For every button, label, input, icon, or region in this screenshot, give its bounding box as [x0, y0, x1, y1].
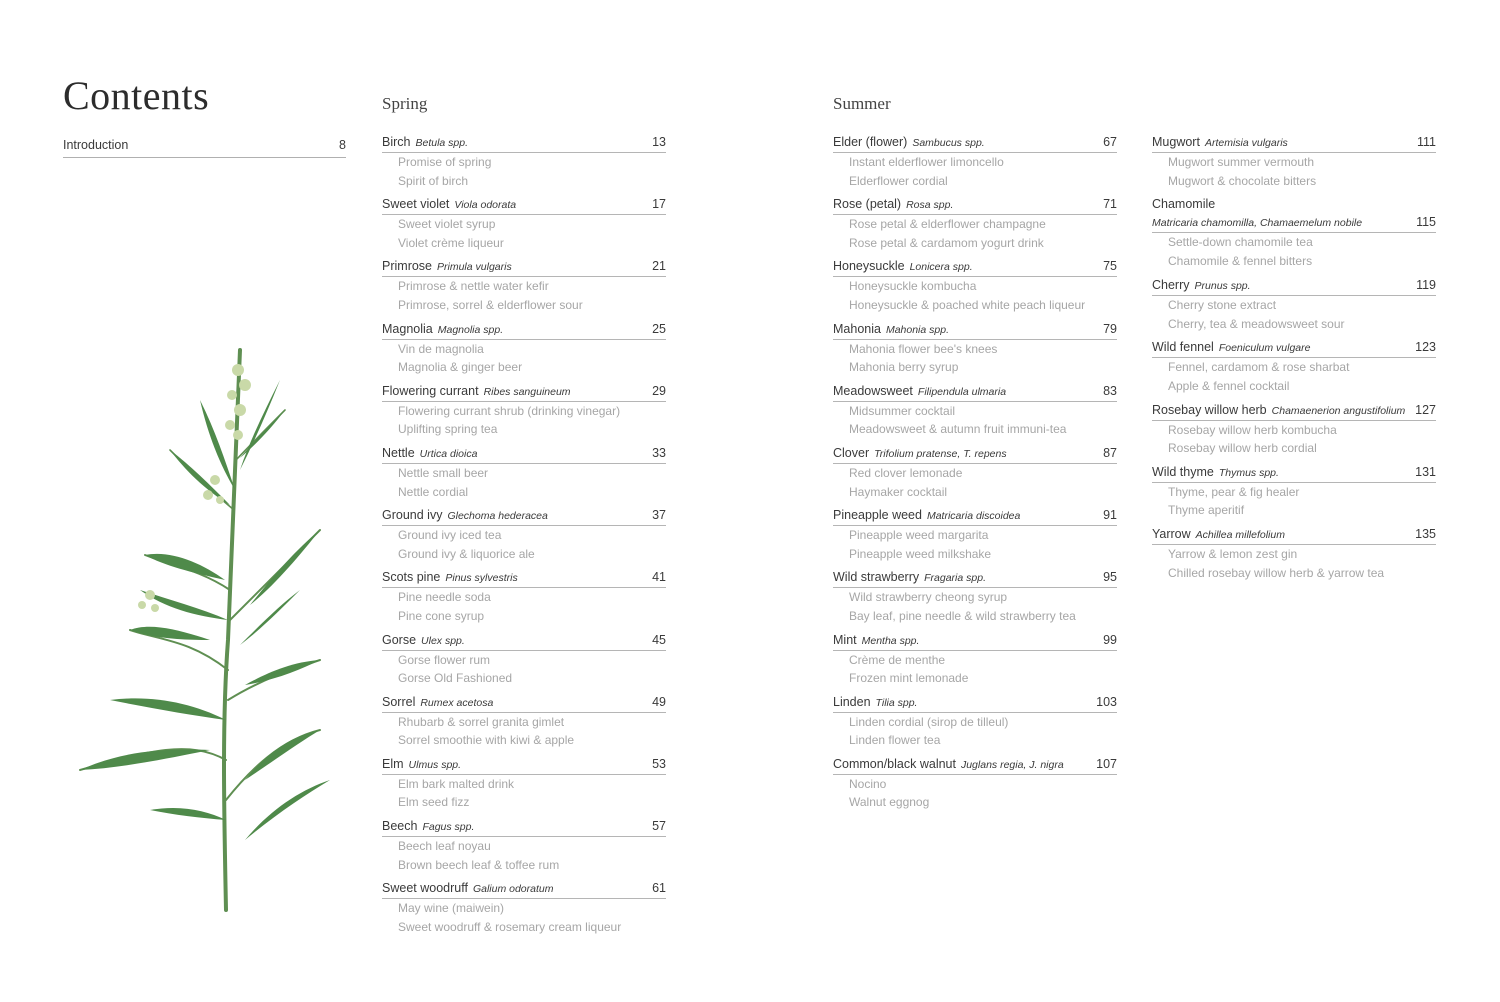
entry-name: Beech: [382, 819, 418, 834]
toc-entry-pineapple-weed[interactable]: [833, 508, 1117, 570]
entry-page: 53: [652, 756, 666, 771]
toc-entry-clover[interactable]: [833, 446, 1117, 508]
toc-entry-rosebay-willow-herb[interactable]: [1152, 403, 1436, 465]
recipe-item[interactable]: Midsummer cocktail: [849, 403, 956, 418]
toc-entry-chamomile[interactable]: [1152, 197, 1436, 278]
toc-entry-sweet-woodruff[interactable]: [382, 881, 666, 943]
entry-heading: [382, 322, 666, 340]
entry-heading: [382, 757, 666, 775]
entry-heading: [382, 633, 666, 651]
recipe-item[interactable]: Linden flower tea: [849, 733, 941, 748]
toc-column-summer-2: [1152, 135, 1436, 589]
entry-title: [833, 135, 985, 149]
entry-title: [1152, 527, 1285, 541]
entry-name: Mahonia: [833, 321, 881, 336]
entry-page: 83: [1103, 383, 1117, 398]
entry-name: Clover: [833, 445, 870, 460]
entry-latin-name: Galium odoratum: [472, 883, 554, 896]
recipe-item[interactable]: Frozen mint lemonade: [849, 671, 969, 686]
entry-page: 57: [652, 819, 666, 834]
entry-page: 45: [652, 632, 666, 647]
entry-latin-name: Ribes sanguineum: [483, 385, 571, 398]
entry-name: Rosebay willow herb: [1152, 402, 1267, 417]
entry-latin-name: Rumex acetosa: [420, 696, 494, 709]
entry-latin-name: Primula vulgaris: [437, 261, 512, 274]
recipe-item[interactable]: Primrose, sorrel & elderflower sour: [398, 297, 583, 312]
entry-title: [382, 135, 468, 149]
entry-page: 95: [1103, 570, 1117, 585]
entry-page: 8: [339, 138, 346, 152]
entry-title: [833, 695, 917, 709]
entry-name: Yarrow: [1152, 526, 1191, 541]
entry-latin-name: Fragaria spp.: [924, 572, 986, 585]
entry-latin-name: Fagus spp.: [422, 821, 475, 834]
entry-latin-name: Matricaria discoidea: [926, 510, 1021, 523]
entry-name: Rose (petal): [833, 197, 902, 212]
entry-page: 91: [1103, 508, 1117, 523]
entry-page: 127: [1415, 402, 1436, 417]
entry-title: [382, 819, 474, 833]
entry-heading: [382, 446, 666, 464]
entry-latin-name: Betula spp.: [415, 137, 469, 149]
entry-title: [833, 508, 1020, 522]
entry-title: [382, 322, 503, 336]
entry-heading: [1152, 135, 1436, 153]
entry-name: Scots pine: [382, 570, 441, 585]
entry-name: Honeysuckle: [833, 259, 905, 274]
entry-title: [833, 757, 1064, 771]
toc-entry-yarrow[interactable]: [1152, 527, 1436, 589]
recipe-item[interactable]: Yarrow & lemon zest gin: [1168, 546, 1298, 561]
entry-heading: [833, 446, 1117, 464]
entry-page: 75: [1103, 259, 1117, 274]
recipe-item[interactable]: Thyme, pear & fig healer: [1168, 484, 1300, 499]
entry-latin-name: Filipendula ulmaria: [917, 385, 1007, 398]
entry-heading: [382, 881, 666, 899]
toc-entry-sweet-violet[interactable]: [382, 197, 666, 259]
recipe-item[interactable]: Sweet violet syrup: [398, 217, 496, 232]
recipe-item[interactable]: Magnolia & ginger beer: [398, 360, 523, 375]
toc-entry-wild-fennel[interactable]: [1152, 340, 1436, 402]
entry-title: [833, 633, 919, 647]
entry-page: 29: [652, 383, 666, 398]
entry-latin-name: Mentha spp.: [861, 634, 920, 647]
entry-name: Cherry: [1152, 278, 1190, 293]
recipe-item[interactable]: Pineapple weed margarita: [849, 528, 989, 543]
recipe-item[interactable]: Thyme aperitif: [1168, 503, 1245, 518]
recipe-item[interactable]: Chilled rosebay willow herb & yarrow tea: [1168, 565, 1385, 580]
entry-latin-name: Matricaria chamomilla, Chamaemelum nobile: [1152, 217, 1363, 230]
recipe-item[interactable]: Linden cordial (sirop de tilleul): [849, 714, 1009, 729]
entry-heading: [1152, 215, 1436, 233]
recipe-item[interactable]: Sweet woodruff & rosemary cream liqueur: [398, 919, 622, 934]
entry-title: [382, 633, 465, 647]
entry-heading: [833, 633, 1117, 651]
recipe-item[interactable]: Ground ivy iced tea: [398, 528, 502, 543]
entry-latin-name: Chamaenerion angustifolium: [1271, 404, 1406, 417]
entry-heading: [833, 384, 1117, 402]
recipe-item[interactable]: Gorse Old Fashioned: [398, 671, 513, 686]
entry-page: 119: [1416, 278, 1436, 293]
entry-page: 71: [1103, 197, 1117, 212]
entry-title: [382, 197, 516, 211]
recipe-item[interactable]: Spirit of birch: [398, 173, 469, 188]
entry-latin-name: Mahonia spp.: [885, 323, 949, 336]
entry-heading: [382, 695, 666, 713]
recipe-item[interactable]: Chamomile & fennel bitters: [1168, 253, 1313, 268]
toc-entry-scots-pine[interactable]: [382, 570, 666, 632]
entry-name: Wild thyme: [1152, 464, 1214, 479]
entry-title: [382, 757, 461, 771]
entry-name: Nettle: [382, 445, 415, 460]
entry-title: [1152, 403, 1405, 417]
entry-page: 99: [1103, 632, 1117, 647]
entry-heading: [1152, 340, 1436, 358]
toc-entry-introduction[interactable]: [63, 138, 346, 158]
recipe-item[interactable]: Elderflower cordial: [849, 173, 948, 188]
recipe-item[interactable]: Walnut eggnog: [849, 795, 930, 810]
entry-page: 103: [1096, 694, 1117, 709]
section-title-spring: Spring: [382, 94, 428, 113]
recipe-item[interactable]: Promise of spring: [398, 155, 492, 169]
recipe-item[interactable]: Honeysuckle kombucha: [849, 279, 977, 294]
recipe-item[interactable]: Elm bark malted drink: [398, 776, 515, 791]
toc-entry-honeysuckle[interactable]: [833, 259, 1117, 321]
entry-page: 67: [1103, 135, 1117, 149]
entry-title: [382, 695, 493, 709]
recipe-item[interactable]: Gorse flower rum: [398, 652, 491, 667]
entry-latin-name: Prunus spp.: [1194, 280, 1251, 293]
entry-heading: [833, 508, 1117, 526]
entry-title: [1152, 278, 1251, 292]
entry-heading: [833, 695, 1117, 713]
entry-title: [833, 322, 949, 336]
recipe-item[interactable]: Nettle cordial: [398, 484, 469, 499]
recipe-item[interactable]: Bay leaf, pine needle & wild strawberry tea: [849, 608, 1076, 623]
toc-entry-common-black-walnut[interactable]: [833, 757, 1117, 819]
entry-name: Sweet violet: [382, 197, 450, 212]
recipe-item[interactable]: Red clover lemonade: [849, 465, 963, 480]
entry-name: Elder (flower): [833, 135, 908, 149]
entry-page: 61: [652, 881, 666, 896]
entry-latin-name: Tilia spp.: [875, 696, 918, 709]
recipe-item[interactable]: Fennel, cardamom & rose sharbat: [1168, 360, 1350, 375]
entry-title: [1152, 135, 1288, 149]
recipe-item[interactable]: Wild strawberry cheong syrup: [849, 590, 1008, 605]
toc-column-summer-1: [833, 135, 1117, 819]
entry-page: 135: [1415, 526, 1436, 541]
entry-heading: [833, 259, 1117, 277]
entry-name: Gorse: [382, 632, 417, 647]
toc-column-spring: [382, 135, 666, 943]
entry-latin-name: Urtica dioica: [419, 447, 478, 460]
entry-title: [382, 570, 518, 584]
entry-heading: [1152, 403, 1436, 421]
recipe-item[interactable]: Cherry, tea & meadowsweet sour: [1168, 316, 1345, 331]
toc-entry-birch[interactable]: [382, 135, 666, 197]
entry-name: Magnolia: [382, 321, 433, 336]
entry-heading: [382, 508, 666, 526]
toc-entry-meadowsweet[interactable]: [833, 384, 1117, 446]
entry-title: [382, 508, 548, 522]
toc-entry-primrose[interactable]: [382, 259, 666, 321]
entry-name: Mint: [833, 632, 857, 647]
entry-title: [833, 259, 973, 273]
entry-name: Mugwort: [1152, 135, 1200, 149]
entry-heading: [833, 757, 1117, 775]
entry-latin-name: Rosa spp.: [906, 199, 954, 212]
entry-latin-name: Lonicera spp.: [909, 261, 973, 274]
recipe-item[interactable]: Pine needle soda: [398, 590, 491, 605]
recipe-item[interactable]: Primrose & nettle water kefir: [398, 279, 549, 294]
recipe-item[interactable]: Flowering currant shrub (drinking vinegar): [398, 403, 621, 418]
toc-entry-wild-strawberry[interactable]: [833, 570, 1117, 632]
entry-page: 79: [1103, 321, 1117, 336]
entry-heading: [1152, 465, 1436, 483]
toc-entry-nettle[interactable]: [382, 446, 666, 508]
entry-name: Wild strawberry: [833, 570, 920, 585]
entry-heading: [382, 384, 666, 402]
entry-page: 37: [652, 508, 666, 523]
recipe-item[interactable]: Rose petal & cardamom yogurt drink: [849, 235, 1044, 250]
entry-name: Sorrel: [382, 694, 416, 709]
entry-page: 21: [652, 259, 666, 274]
recipe-item[interactable]: Mugwort summer vermouth: [1168, 155, 1315, 169]
recipe-item[interactable]: Honeysuckle & poached white peach liqueur: [849, 297, 1086, 312]
entry-latin-name: Sambucus spp.: [912, 137, 985, 149]
entry-page: 13: [652, 135, 666, 149]
entry-latin-name: Trifolium pratense, T. repens: [874, 447, 1007, 460]
entry-name: Meadowsweet: [833, 383, 913, 398]
recipe-item[interactable]: Rosebay willow herb cordial: [1168, 441, 1317, 456]
recipe-item[interactable]: Nettle small beer: [398, 465, 489, 480]
entry-name: Ground ivy: [382, 508, 443, 523]
entry-name: Pineapple weed: [833, 508, 922, 523]
entry-title: [833, 197, 953, 211]
recipe-item[interactable]: Sorrel smoothie with kiwi & apple: [398, 733, 575, 748]
entry-latin-name: Artemisia vulgaris: [1204, 137, 1288, 149]
toc-entry-gorse[interactable]: [382, 633, 666, 695]
recipe-item[interactable]: Settle-down chamomile tea: [1168, 235, 1313, 250]
recipe-item[interactable]: Nocino: [849, 776, 887, 791]
recipe-item[interactable]: Brown beech leaf & toffee rum: [398, 857, 560, 872]
entry-title: [1152, 465, 1279, 479]
recipe-item[interactable]: Mahonia berry syrup: [849, 360, 959, 375]
entry-page: 25: [652, 321, 666, 336]
entry-title: [382, 259, 512, 273]
toc-entry-elder-flower[interactable]: [833, 135, 1117, 197]
entry-heading: [1152, 527, 1436, 545]
section-title-summer: Summer: [833, 94, 891, 113]
wormwood-botanical-illustration-icon: [50, 340, 340, 920]
toc-entry-beech[interactable]: [382, 819, 666, 881]
toc-entry-linden[interactable]: [833, 695, 1117, 757]
toc-entry-elm[interactable]: [382, 757, 666, 819]
entry-name: Elm: [382, 756, 404, 771]
recipe-item[interactable]: Elm seed fizz: [398, 795, 470, 810]
entry-latin-name: Juglans regia, J. nigra: [960, 758, 1064, 771]
recipe-item[interactable]: Mahonia flower bee's knees: [849, 341, 998, 356]
entry-title: [382, 881, 553, 895]
entry-heading: [382, 259, 666, 277]
entry-name: Chamomile: [1152, 197, 1216, 212]
recipe-item[interactable]: Meadowsweet & autumn fruit immuni-tea: [849, 422, 1067, 437]
toc-entry-rose-petal[interactable]: [833, 197, 1117, 259]
entry-name: Common/black walnut: [833, 756, 956, 771]
entry-heading: [833, 570, 1117, 588]
entry-name: Linden: [833, 694, 871, 709]
entry-title: [382, 384, 571, 398]
recipe-item[interactable]: Rhubarb & sorrel granita gimlet: [398, 714, 565, 729]
toc-entry-wild-thyme[interactable]: [1152, 465, 1436, 527]
entry-title: [1152, 215, 1362, 229]
entry-heading: [833, 322, 1117, 340]
entry-latin-name: Pinus sylvestris: [445, 572, 518, 585]
recipe-item[interactable]: Vin de magnolia: [398, 341, 484, 356]
entry-latin-name: Achillea millefolium: [1195, 528, 1285, 541]
entry-latin-name: Viola odorata: [454, 199, 517, 212]
recipe-item[interactable]: Violet crème liqueur: [398, 235, 504, 250]
entry-heading: [382, 135, 666, 153]
toc-entry-mint[interactable]: [833, 633, 1117, 695]
recipe-item[interactable]: Beech leaf noyau: [398, 839, 491, 854]
entry-latin-name: Thymus spp.: [1218, 466, 1279, 479]
recipe-item[interactable]: Rose petal & elderflower champagne: [849, 217, 1046, 232]
entry-name: Flowering currant: [382, 383, 479, 398]
entry-name: Introduction: [63, 138, 129, 152]
recipe-item[interactable]: Instant elderflower limoncello: [849, 155, 1004, 169]
entry-page: 123: [1415, 340, 1436, 355]
recipe-item[interactable]: Apple & fennel cocktail: [1168, 378, 1290, 393]
entry-title: [1152, 340, 1310, 354]
entry-name: Wild fennel: [1152, 340, 1214, 355]
entry-name: Birch: [382, 135, 411, 149]
entry-heading: [382, 819, 666, 837]
entry-heading: [833, 135, 1117, 153]
toc-entry-ground-ivy[interactable]: [382, 508, 666, 570]
recipe-item[interactable]: Mugwort & chocolate bitters: [1168, 173, 1317, 188]
toc-entry-flowering-currant[interactable]: [382, 384, 666, 446]
entry-title: [833, 384, 1006, 398]
entry-page: 115: [1416, 215, 1436, 230]
entry-page: 17: [652, 197, 666, 212]
entry-name: Sweet woodruff: [382, 881, 468, 896]
toc-entry-sorrel[interactable]: [382, 695, 666, 757]
toc-entry-magnolia[interactable]: [382, 322, 666, 384]
entry-heading: [382, 570, 666, 588]
entry-page: 33: [652, 445, 666, 460]
entry-page: 87: [1103, 445, 1117, 460]
entry-latin-name: Magnolia spp.: [437, 323, 504, 336]
recipe-item[interactable]: May wine (maiwein): [398, 901, 505, 916]
recipe-item[interactable]: Uplifting spring tea: [398, 422, 498, 437]
entry-title: [382, 446, 477, 460]
entry-name: Primrose: [382, 259, 433, 274]
entry-title: [833, 570, 986, 584]
entry-latin-name: Ulmus spp.: [408, 758, 462, 771]
recipe-item[interactable]: Haymaker cocktail: [849, 484, 948, 499]
recipe-item[interactable]: Crème de menthe: [849, 652, 946, 667]
recipe-item[interactable]: Pine cone syrup: [398, 608, 485, 623]
recipe-item[interactable]: Cherry stone extract: [1168, 298, 1277, 313]
toc-entry-mahonia[interactable]: [833, 322, 1117, 384]
entry-title: [833, 446, 1007, 460]
recipe-item[interactable]: Pineapple weed milkshake: [849, 546, 992, 561]
page-title: Contents: [63, 73, 210, 118]
entry-heading: [833, 197, 1117, 215]
entry-page: 107: [1096, 756, 1117, 771]
entry-page: 41: [652, 570, 666, 585]
entry-latin-name: Glechoma hederacea: [447, 510, 548, 523]
entry-page: 131: [1415, 464, 1436, 479]
entry-latin-name: Ulex spp.: [421, 634, 465, 647]
entry-latin-name: Foeniculum vulgare: [1218, 342, 1311, 355]
toc-entry-mugwort[interactable]: [1152, 135, 1436, 197]
entry-page: 49: [652, 694, 666, 709]
entry-page: 111: [1416, 135, 1436, 149]
entry-heading: [382, 197, 666, 215]
recipe-item[interactable]: Rosebay willow herb kombucha: [1168, 422, 1337, 437]
recipe-item[interactable]: Ground ivy & liquorice ale: [398, 546, 535, 561]
toc-entry-cherry[interactable]: [1152, 278, 1436, 340]
entry-heading: [1152, 278, 1436, 296]
